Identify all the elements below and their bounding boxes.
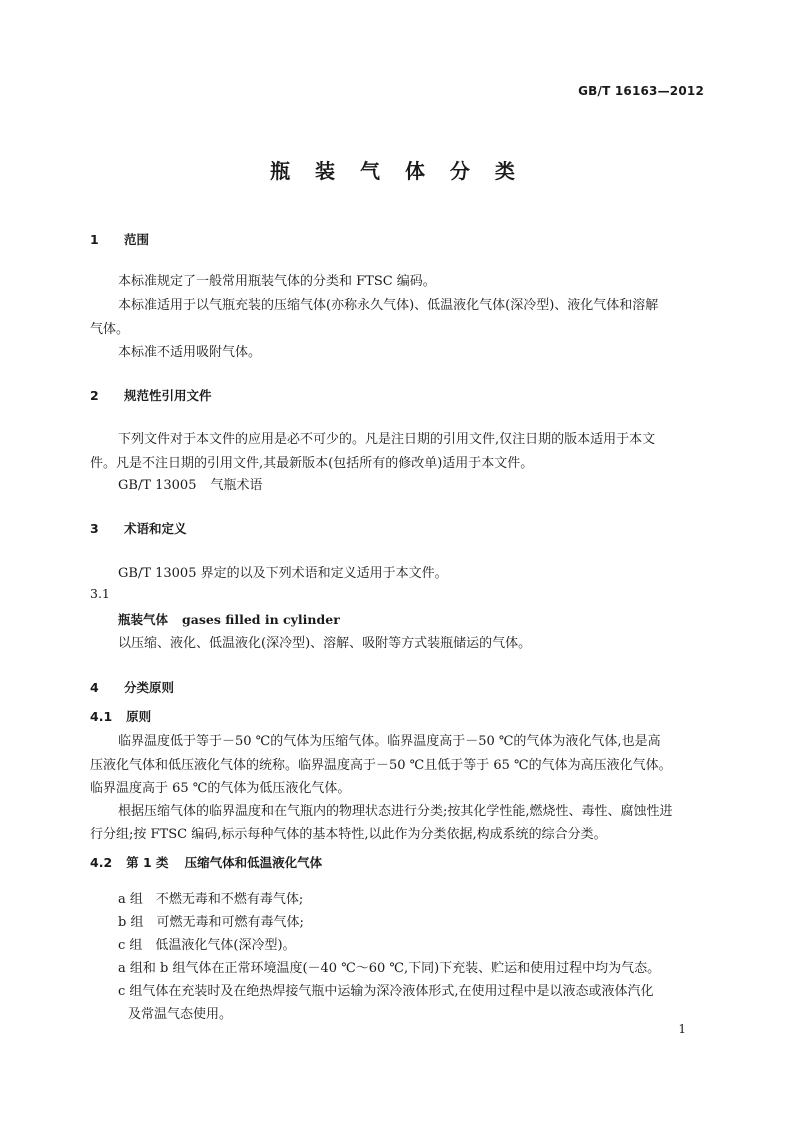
term-english: gases filled in cylinder [182,612,340,627]
paragraph: 本标准不适用吸附气体。 [118,345,262,360]
section-title: 范围 [124,232,150,247]
subsection-4-2-heading [90,853,322,871]
section-number: 1 [90,232,99,247]
section-4-heading [90,678,174,696]
list-item: c 组 低温液化气体(深冷型)。 [118,938,296,953]
paragraph: 本标准适用于以气瓶充装的压缩气体(亦称永久气体)、低温液化气体(深冷型)、液化气体和溶解 [118,298,659,313]
subsection-4-1-heading [90,707,151,725]
section-number: 4 [90,680,99,695]
normative-reference [118,474,263,493]
paragraph-continuation: 行分组;按 FTSC 编码,标示每种气体的基本特性,以此作为分类依据,构成系统的综合分类。 [90,827,607,842]
paragraph-continuation: 气体。 [90,322,130,337]
paragraph-continuation: 临界温度高于 65 ℃的气体为低压液化气体。 [90,781,351,796]
subsection-title: 原则 [126,709,152,724]
paragraph: GB/T 13005 界定的以及下列术语和定义适用于本文件。 [118,566,448,581]
subsection-number: 4.1 [90,709,113,724]
list-item: a 组 不燃无毒和不燃有毒气体; [118,892,304,907]
section-3-heading [90,519,187,537]
paragraph-continuation: 压液化气体和低压液化气体的统称。临界温度高于－50 ℃且低于等于 65 ℃的气体为高压液化气体。 [90,758,672,773]
page-number: 1 [678,1022,686,1036]
term-entry [118,609,340,628]
list-item: c 组气体在充装时及在绝热焊接气瓶中运输为深冷液体形式,在使用过程中是以液态或液体汽化 [118,984,654,999]
reference-code: GB/T 13005 [118,478,197,493]
section-title: 术语和定义 [124,521,187,536]
class-label: 第 1 类 [126,855,169,870]
paragraph: 本标准规定了一般常用瓶装气体的分类和 FTSC 编码。 [118,274,436,289]
paragraph-continuation: 件。凡是不注日期的引用文件,其最新版本(包括所有的修改单)适用于本文件。 [90,456,534,471]
section-number: 2 [90,388,99,403]
paragraph: 临界温度低于等于－50 ℃的气体为压缩气体。临界温度高于－50 ℃的气体为液化气体,也是高 [118,734,661,749]
subsection-title: 压缩气体和低温液化气体 [184,855,323,870]
section-1-heading [90,230,149,248]
list-item: a 组和 b 组气体在正常环境温度(－40 ℃～60 ℃,下同)下充装、贮运和使用过程中均为气态。 [118,961,661,976]
list-item-continuation: 及常温气态使用。 [128,1007,233,1022]
section-2-heading [90,386,212,404]
section-title: 规范性引用文件 [124,388,212,403]
section-title: 分类原则 [124,680,175,695]
term-definition: 以压缩、液化、低温液化(深冷型)、溶解、吸附等方式装瓶储运的气体。 [118,636,532,651]
section-number: 3 [90,521,99,536]
document-title: 瓶 装 气 体 分 类 [270,159,524,183]
reference-title: 气瓶术语 [210,478,263,493]
subclause-number: 3.1 [90,586,110,601]
list-item: b 组 可燃无毒和可燃有毒气体; [118,915,304,930]
standard-code: GB/T 16163—2012 [578,84,704,98]
paragraph: 根据压缩气体的临界温度和在气瓶内的物理状态进行分类;按其化学性能,燃烧性、毒性、腐蚀性进 [118,804,673,819]
term-chinese: 瓶装气体 [118,612,169,627]
subsection-number: 4.2 [90,855,113,870]
paragraph: 下列文件对于本文件的应用是必不可少的。凡是注日期的引用文件,仅注日期的版本适用于本文 [118,432,656,447]
